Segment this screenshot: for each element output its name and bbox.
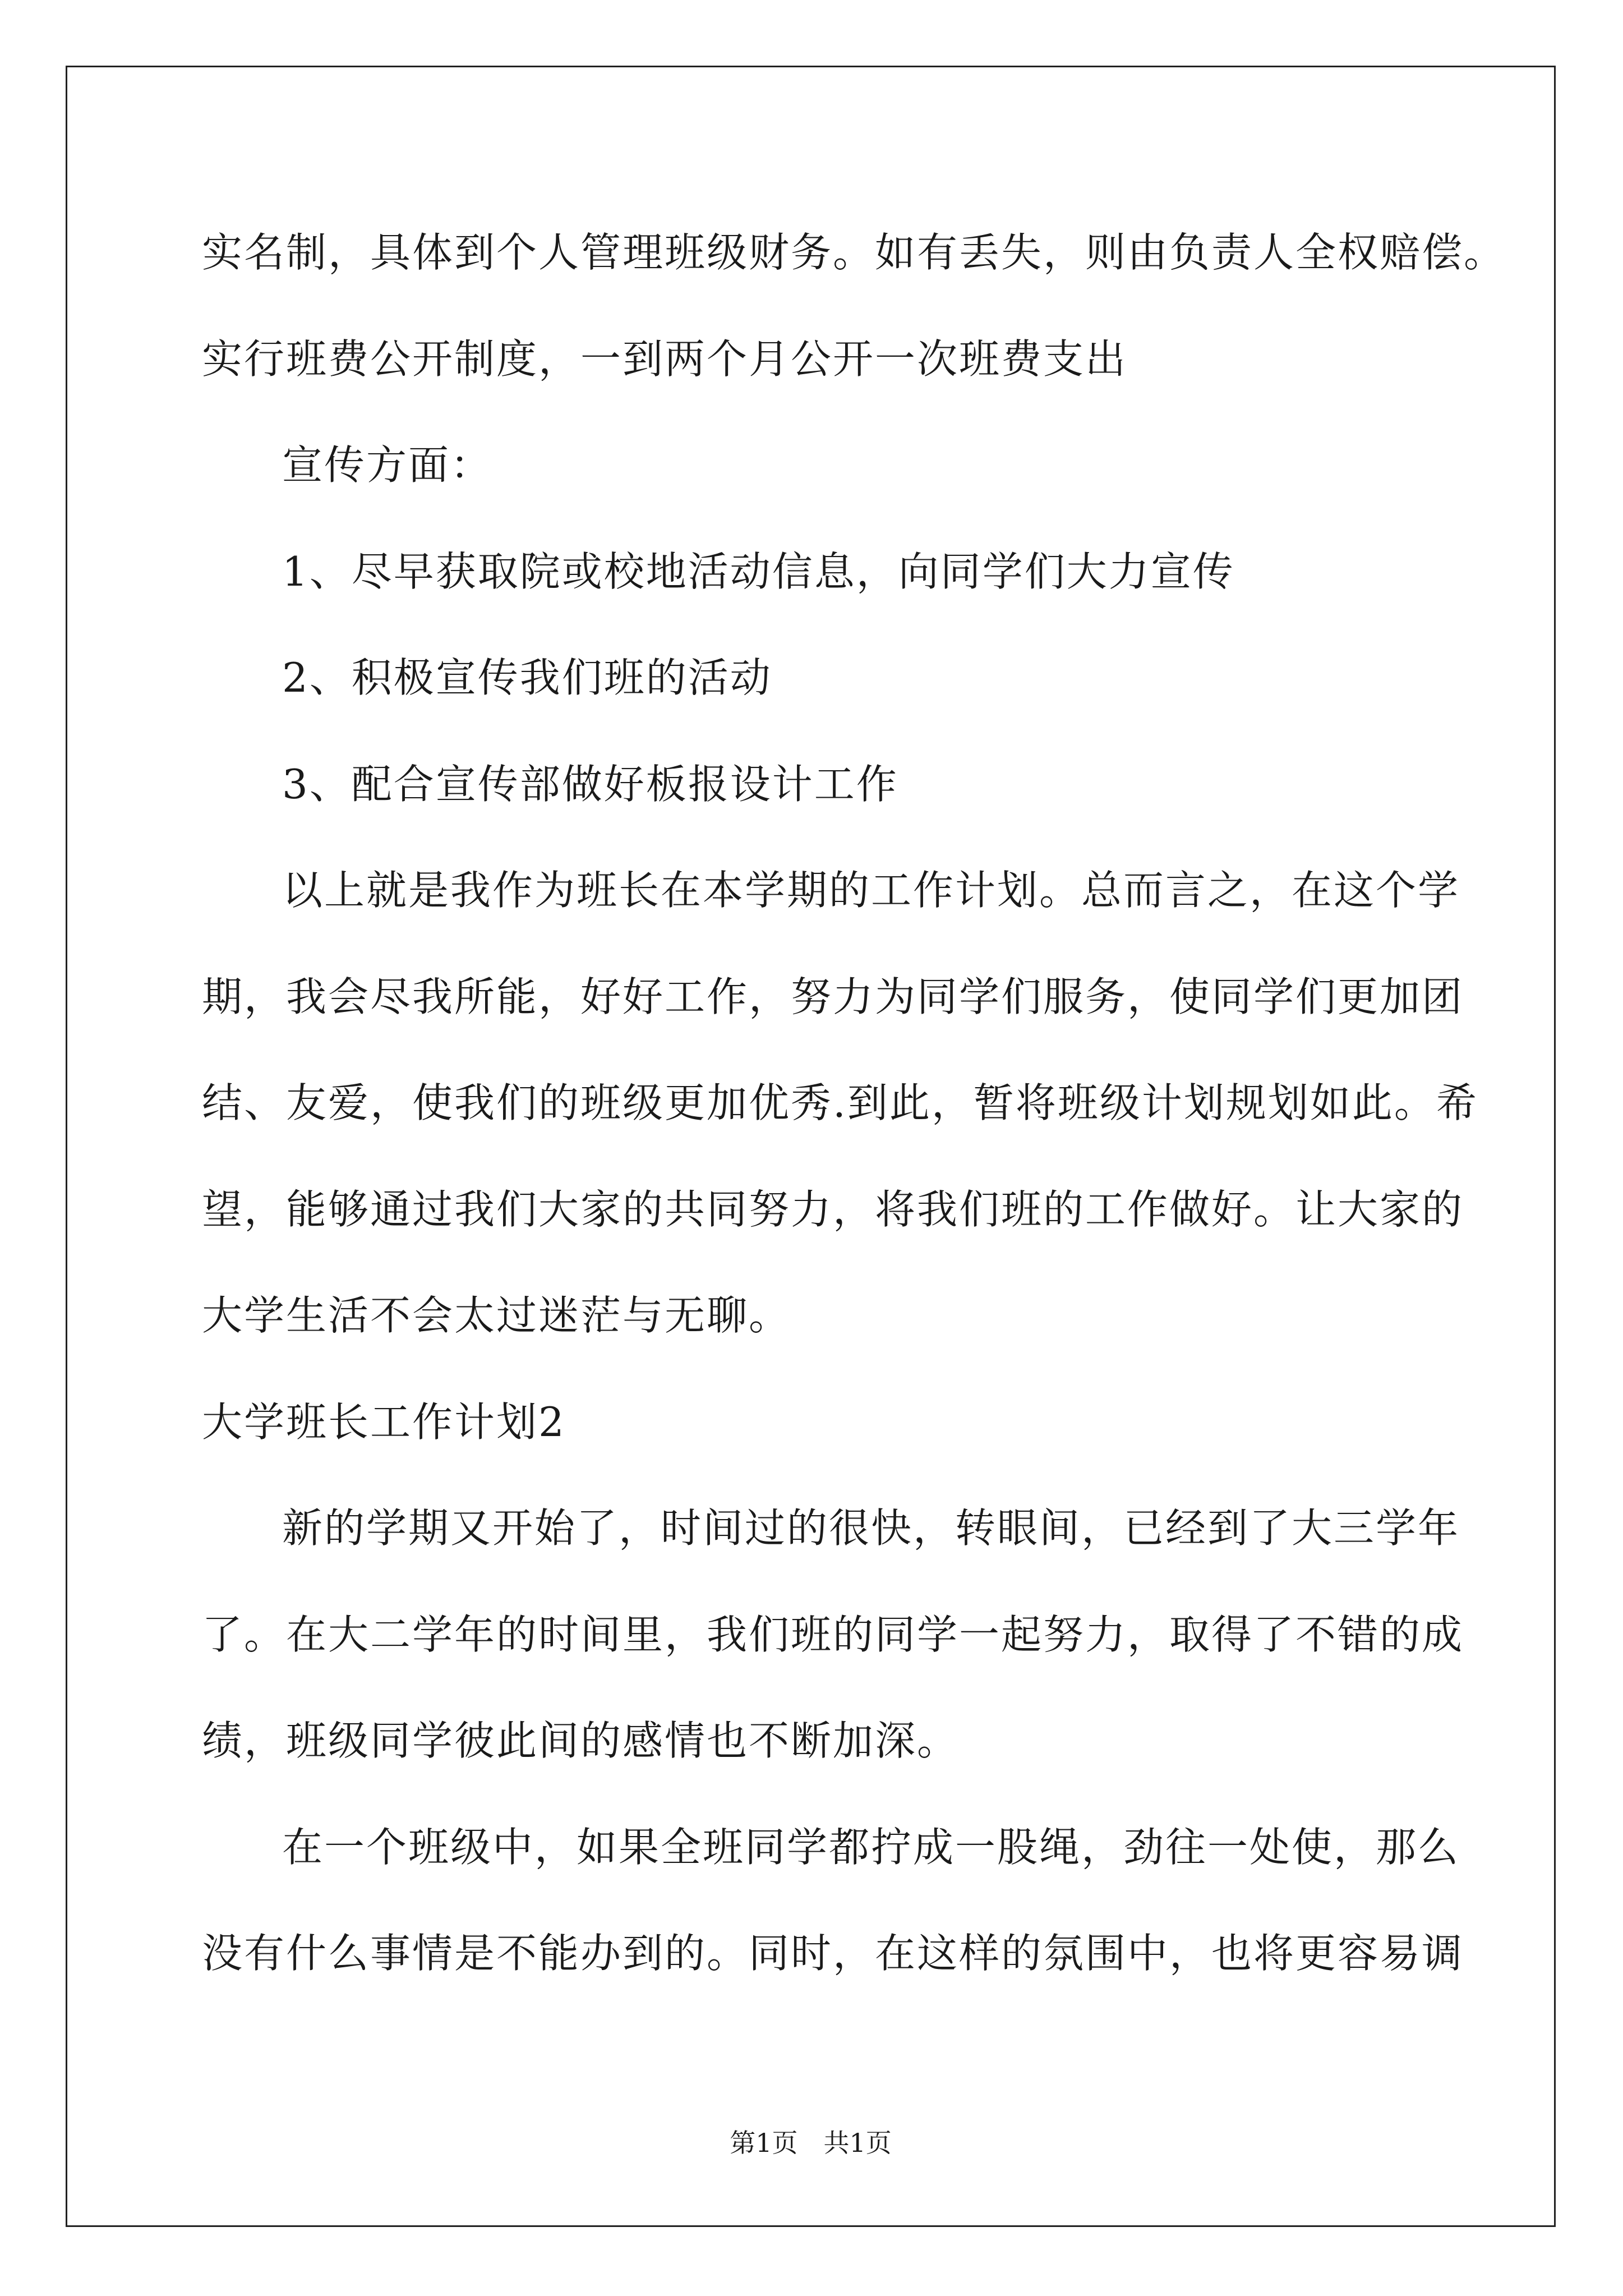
body-text-line: 大学生活不会太过迷茫与无聊。 <box>202 1292 791 1339</box>
list-item: 2、积极宣传我们班的活动 <box>282 654 772 701</box>
section-heading: 大学班长工作计划2 <box>202 1398 566 1446</box>
body-text-line: 在一个班级中，如果全班同学都拧成一股绳，劲往一处使，那么 <box>282 1823 1460 1871</box>
list-item: 1、尽早获取院或校地活动信息，向同学们大力宣传 <box>282 547 1235 595</box>
body-text-line: 没有什么事情是不能办到的。同时，在这样的氛围中，也将更容易调 <box>202 1930 1464 1977</box>
body-text-line: 以上就是我作为班长在本学期的工作计划。总而言之，在这个学 <box>282 867 1460 914</box>
body-text-line: 期，我会尽我所能，好好工作，努力为同学们服务，使同学们更加团 <box>202 973 1464 1020</box>
body-text-line: 绩，班级同学彼此间的感情也不断加深。 <box>202 1717 960 1764</box>
document-body <box>202 200 1525 2007</box>
document-page <box>66 66 1556 2227</box>
body-text-line: 了。在大二学年的时间里，我们班的同学一起努力，取得了不错的成 <box>202 1611 1464 1658</box>
body-text-line: 实行班费公开制度，一到两个月公开一次班费支出 <box>202 335 1128 383</box>
section-label-publicity: 宣传方面： <box>282 441 493 489</box>
list-item: 3、配合宣传部做好板报设计工作 <box>282 760 898 808</box>
body-text-line: 结、友爱，使我们的班级更加优秀.到此，暂将班级计划规划如此。希 <box>202 1079 1478 1126</box>
body-text-line: 新的学期又开始了，时间过的很快，转眼间，已经到了大三学年 <box>282 1504 1460 1552</box>
body-text-line: 望，能够通过我们大家的共同努力，将我们班的工作做好。让大家的 <box>202 1185 1464 1233</box>
page-footer: 第1页 共1页 <box>730 2128 892 2158</box>
body-text-line: 实名制，具体到个人管理班级财务。如有丢失，则由负责人全权赔偿。 <box>202 229 1506 276</box>
